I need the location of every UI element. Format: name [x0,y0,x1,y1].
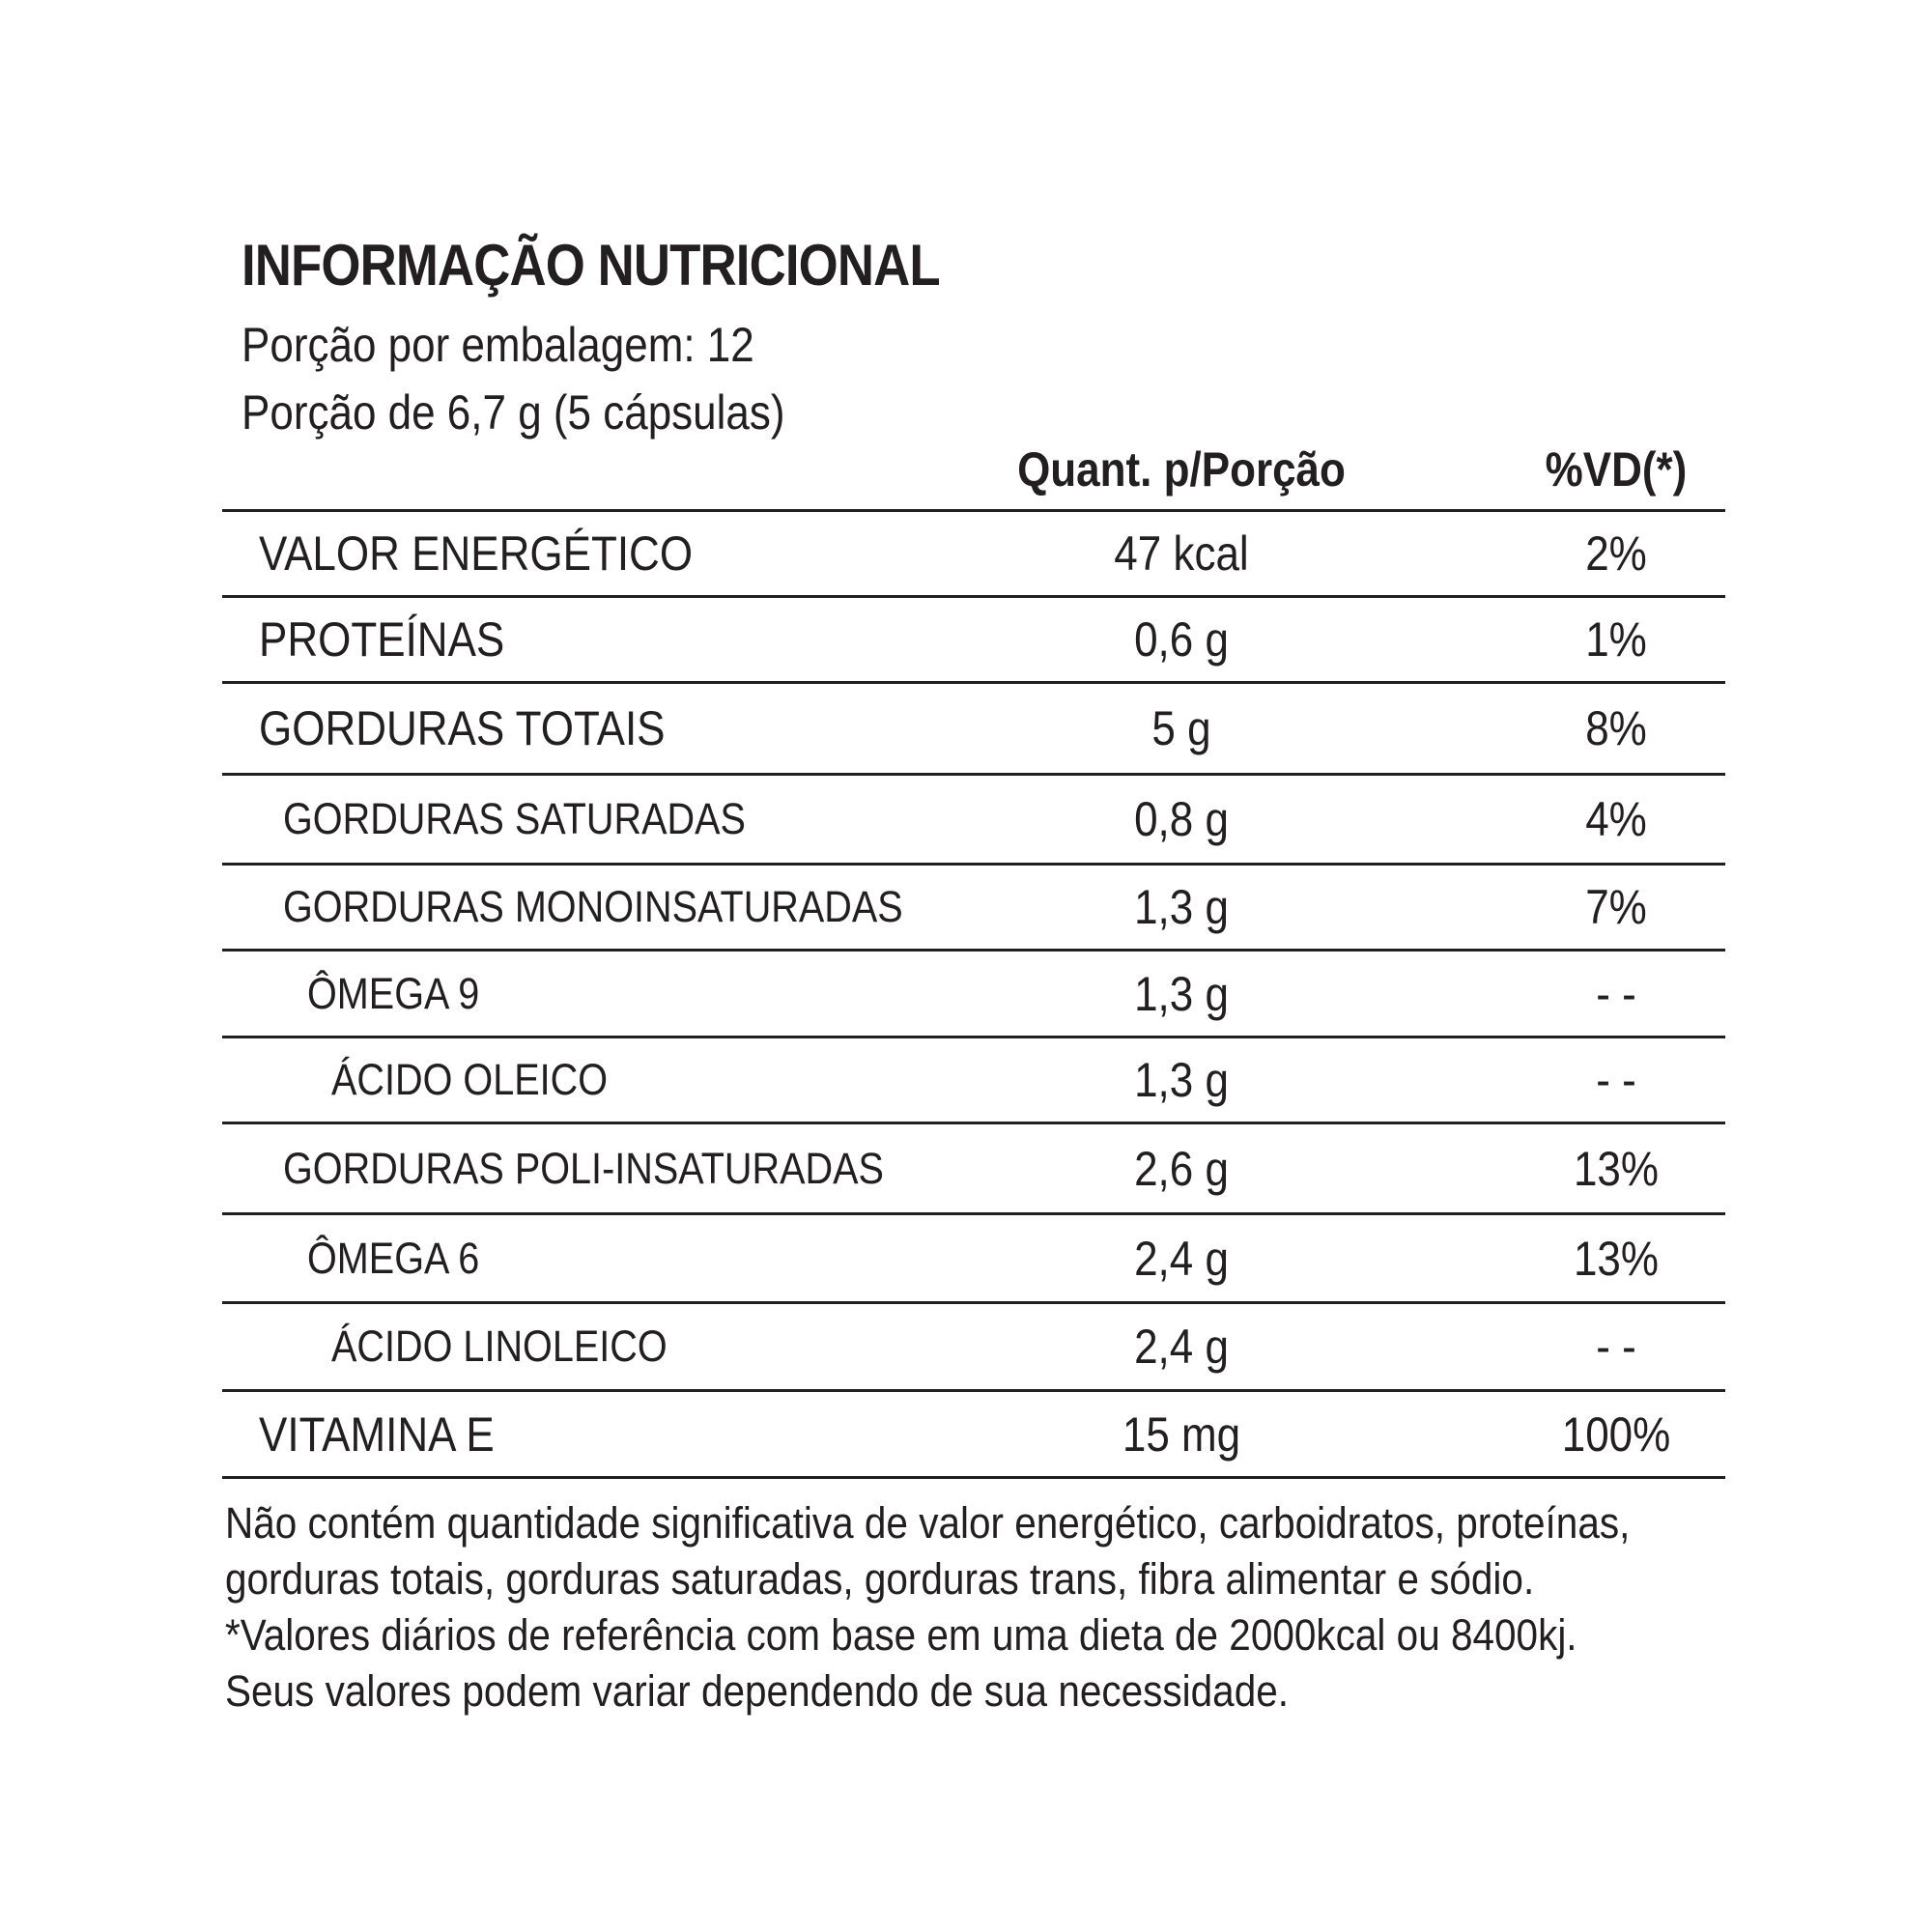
nutrient-quantity: 1,3 g [1134,1053,1229,1107]
table-row [222,1389,1725,1479]
footnote-line: *Valores diários de referência com base em uma dieta de 2000kcal ou 8400kj. [225,1610,1577,1660]
label-title: INFORMAÇÃO NUTRICIONAL [242,233,940,298]
nutrient-daily-value: 13% [1573,1141,1660,1196]
nutrient-name: GORDURAS POLI-INSATURADAS [283,1143,884,1193]
nutrient-quantity: 5 g [1151,701,1211,755]
nutrient-daily-value: 7% [1585,880,1647,934]
nutrient-quantity: 2,4 g [1134,1320,1229,1374]
nutrient-name: PROTEÍNAS [259,612,505,667]
nutrient-daily-value: 1% [1585,612,1647,667]
nutrient-quantity: 2,6 g [1134,1141,1229,1196]
nutrition-table [222,509,1725,1479]
table-row [222,863,1725,949]
nutrient-daily-value: - - [1596,1053,1636,1107]
table-row [222,773,1725,863]
footnote-line: Não contém quantidade significativa de valor energético, carboidratos, proteínas, [225,1498,1631,1548]
nutrient-name: GORDURAS MONOINSATURADAS [283,882,903,931]
nutrient-daily-value: 13% [1573,1231,1660,1286]
footnote-line: gorduras totais, gorduras saturadas, gorduras trans, fibra alimentar e sódio. [225,1554,1535,1604]
nutrient-daily-value: 4% [1585,792,1647,846]
nutrient-name: GORDURAS TOTAIS [259,701,666,755]
nutrient-quantity: 1,3 g [1134,966,1229,1021]
nutrient-name: ÔMEGA 6 [307,1233,480,1283]
nutrient-quantity: 15 mg [1122,1406,1241,1462]
table-row [222,1036,1725,1122]
nutrient-quantity: 1,3 g [1134,880,1229,934]
nutrient-daily-value: 2% [1585,526,1647,581]
nutrient-daily-value: 8% [1585,701,1647,755]
nutrient-quantity: 47 kcal [1114,526,1249,581]
table-row [222,1212,1725,1301]
table-row [222,1122,1725,1212]
nutrient-quantity: 0,8 g [1134,792,1229,846]
nutrient-name: VALOR ENERGÉTICO [259,526,694,581]
nutrient-quantity: 2,4 g [1134,1231,1229,1286]
table-row [222,1301,1725,1389]
table-row [222,949,1725,1036]
nutrient-name: GORDURAS SATURADAS [283,794,746,843]
table-row [222,595,1725,681]
nutrient-name: ÁCIDO OLEICO [331,1055,609,1104]
nutrient-name: ÁCIDO LINOLEICO [331,1321,668,1371]
nutrient-daily-value: - - [1596,966,1636,1021]
nutrient-daily-value: - - [1596,1320,1636,1374]
nutrient-quantity: 0,6 g [1134,612,1229,667]
footnote-line: Seus valores podem variar dependendo de sua necessidade. [225,1666,1289,1716]
column-header-quantity: Quant. p/Porção [1017,442,1346,497]
table-row [222,509,1725,595]
table-row [222,681,1725,773]
nutrient-daily-value: 100% [1561,1406,1671,1462]
nutrient-name: VITAMINA E [259,1406,495,1462]
column-header-daily-value: %VD(*) [1545,442,1688,497]
footnotes [225,1495,1630,1719]
serving-size: Porção de 6,7 g (5 cápsulas) [242,385,785,440]
nutrient-name: ÔMEGA 9 [307,968,480,1018]
servings-per-package: Porção por embalagem: 12 [242,318,754,372]
